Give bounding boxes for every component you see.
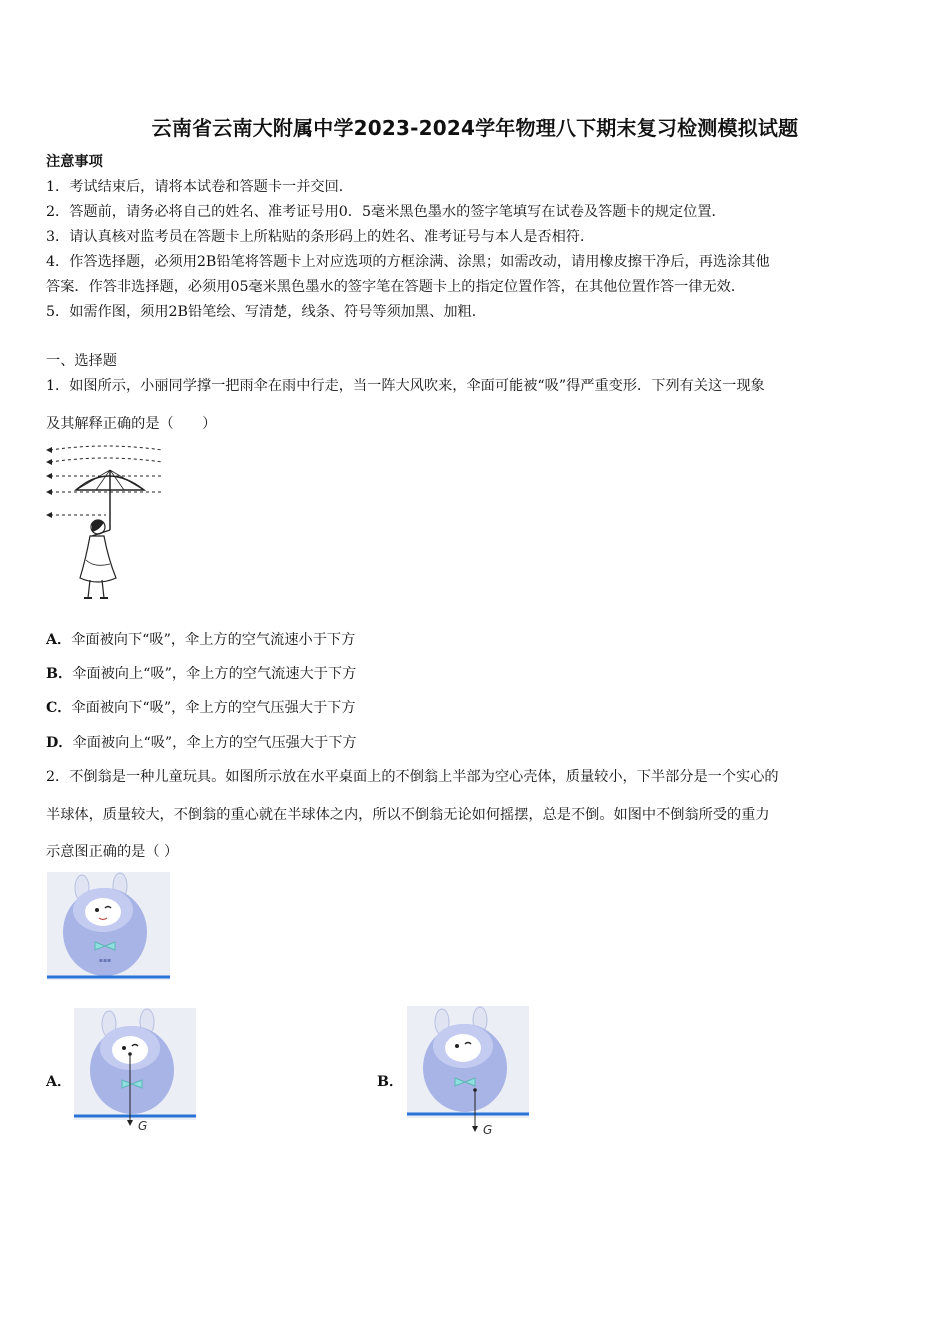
gravity-label-b: G: [483, 1123, 493, 1137]
section-heading: 一、选择题: [46, 353, 117, 369]
q1-option-b-letter: B．: [46, 666, 73, 682]
gravity-label-a: G: [138, 1119, 148, 1133]
notice-item-2: 2．答题前，请务必将自己的姓名、准考证号用0．5毫米黑色墨水的签字笔填写在试卷及答题卡的规定位置．: [46, 204, 726, 220]
q2-option-b-letter[interactable]: B．: [377, 1074, 404, 1090]
tumbler-option-b-figure: [407, 1006, 529, 1138]
q1-option-c-text: 伞面被向下“吸”，伞上方的空气压强大于下方: [71, 700, 356, 716]
tumbler-toy-figure: [47, 872, 170, 980]
q1-option-a[interactable]: [46, 630, 355, 650]
tumbler-option-a-figure: [74, 1008, 196, 1136]
q2-stem-line3: 示意图正确的是（ ）: [46, 844, 179, 860]
q1-option-a-text: 伞面被向下“吸”，伞上方的空气流速小于下方: [71, 632, 356, 648]
notice-item-1: 1．考试结束后，请将本试卷和答题卡一并交回．: [46, 179, 353, 195]
q1-option-b-text: 伞面被向上“吸”，伞上方的空气流速大于下方: [72, 666, 357, 682]
notice-item-4-cont: 答案．作答非选择题，必须用05毫米黑色墨水的签字笔在答题卡上的指定位置作答，在其他位置作答一律无效．: [46, 279, 746, 295]
page-title: 云南省云南大附属中学2023-2024学年物理八下期末复习检测模拟试题: [151, 116, 799, 140]
notice-heading: 注意事项: [46, 154, 103, 170]
q2-stem-line2: 半球体，质量较大，不倒翁的重心就在半球体之内，所以不倒翁无论如何摇摆，总是不倒。如图中不倒翁所受的重力: [46, 807, 770, 823]
q1-option-a-letter: A．: [46, 632, 72, 648]
notice-item-3: 3．请认真核对监考员在答题卡上所粘贴的条形码上的姓名、准考证号与本人是否相符．: [46, 229, 595, 245]
q1-option-b[interactable]: [46, 664, 356, 684]
q1-option-c-letter: C．: [46, 700, 72, 716]
notice-item-4: 4．作答选择题，必须用2B铅笔将答题卡上对应选项的方框涂满、涂黑；如需改动，请用橡皮擦干净后，再选涂其他: [46, 254, 770, 270]
notice-item-5: 5．如需作图，须用2B铅笔绘、写清楚，线条、符号等须加黑、加粗．: [46, 304, 486, 320]
q1-option-d[interactable]: [46, 733, 357, 753]
q1-stem-line2: 及其解释正确的是（ ）: [46, 416, 217, 432]
q2-stem-line1: 2．不倒翁是一种儿童玩具。如图所示放在水平桌面上的不倒翁上半部为空心壳体，质量较小，下半部分是一个实心的: [46, 769, 779, 785]
q1-option-d-letter: D．: [46, 735, 73, 751]
q1-option-c[interactable]: [46, 698, 356, 718]
q2-option-a-letter[interactable]: A．: [46, 1074, 72, 1090]
q1-option-d-text: 伞面被向上“吸”，伞上方的空气压强大于下方: [72, 735, 357, 751]
svg-text:▪▪▪: ▪▪▪: [98, 957, 112, 964]
umbrella-girl-figure: [46, 440, 166, 605]
q1-stem-line1: 1．如图所示，小丽同学撑一把雨伞在雨中行走，当一阵大风吹来，伞面可能被“吸”得严重变形．下列有关这一现象: [46, 378, 765, 394]
